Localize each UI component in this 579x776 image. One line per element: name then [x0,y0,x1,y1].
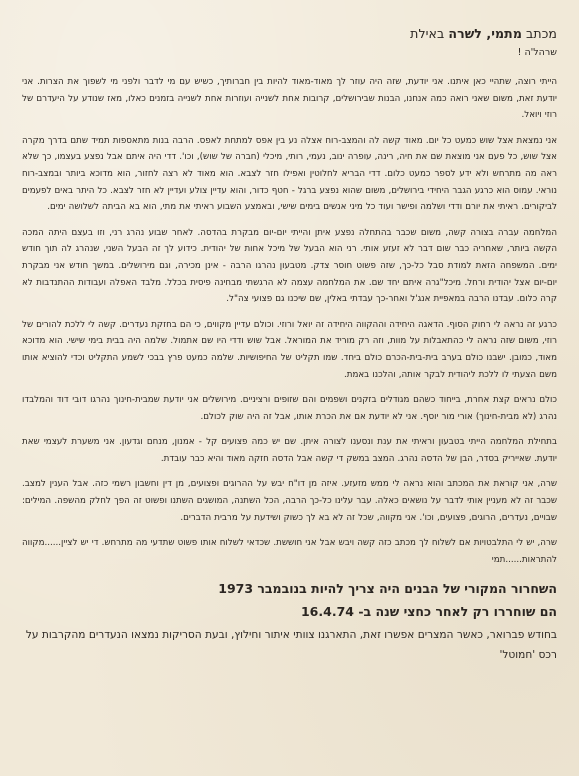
footer-text: בחודש פברואר, כאשר המצרים אפשרו זאת, התארגנו צוותי איתור וחילוץ, ובעת הסריקות נמצאו הנעדרים מהקרבות על רכס 'חמוטל' [25,629,557,662]
letter-paragraph-2: אני נמצאת אצל שוש כמעט כל יום. מאוד קשה לה והמצב-רוח אצלה נע בין אפס למתחת לאפס. הרבה בנות מתאספות תמיד שתם בדרך מקרה אצל שוש, כל פעם אני מוצאת שם את חיה, רינה, עופרה ינוב, נעמי, רותי, מיכלי (חברה של שוש), וכו'. דדי היה איתם אבל נפצע בעצמו, כך שלא ראה מה מתרחש ולא ידע לספר כמעט כלום. דדי הבריא לחלוטין ואפילו חזר לצבא. הוא מאוד לא רצה לחזור, הוא מדוכא ביותר ובמצב-רוח נוראי. עמוס הוא כרגע הגבר היחידי בירושלים, משום שהוא נפצע ברגל - חטף כדור, והוא עדיין צולע ועדיין לא חזר לצבא. כל היתר באים לפעמים לביקורים. ראיתי את יורם ודדי ושלמה ופישר ועוד כל מיני אנשים בימים שישי, ובאמצע השבוע ראיתי את מתי, הוא בא הביתה לשלושה ימים. [22,135,557,213]
letter-paragraph-3: המלחמה עברה בצורה קשה, משום שכבר בהתחלה נפצע איתן והייתי יום-יום מבקרת בהדסה. לאחר שבוע נהרג רני, וזו בעצם היתה המכה הקשה ביותר, שאחריה כבר שום דבר לא זעזע אותי. רני הוא הבעל של מיכל אחות של יהודית. כידוע לך זה הבעל השני, שנהרג לה תוך חודש ימים. המשפחה הזאת למודת סבל כל-כך, שזה פשוט חוסר צדק. מטבעון נהרגו הרבה - אינן מכירה, וגם מירושלים. במשך חודש אני מבקרת יום-יום אצל יהודית ורחל. מיכל"גרה איתם יחד שם. את המלחמה עצמה לא הרגשתי מבחינה פיסית בכלל. מלבד האפלה ועבודות ההתנדבות לא קרה כלום. עבדנו הרבה במאפיית אנג'ל ואחר-כך עבדתי באלין, שם שיכנו גם פצועי צה"ל. [22,227,557,305]
letter-body [22,26,557,568]
letter-paragraph-7: שרה, אני קוראת את המכתב והוא נראה לי ממש מזעזע. איזה מן דו"ח יבש על ההרוגים ופצועים, מן דין וחשבון רשמי כזה. אבל הענין למצב. שכבר זה לא מעניין אותי לדבר על נושאים כאלה. עבר עלינו כל-כך הרבה, הכל השתנה, המושגים השתנו ופשוט זה הפך לחלק מהשפה. המילים: שבויים, נעדרים, הרוגים, פצועים, וכו'. אני מקווה, שכל זה לא בא לך כשוק ושידעת על מרבית הדברים. [22,479,557,523]
letter-title [22,26,557,41]
letter-paragraph-4: כרגע זה נראה לי רחוק הסוף. הדאגה היחידה וההקווה היחידה זה יואל ורוזי. וכולם עדיין מקווים, כי הם בחזקת נעדרים. קשה לי ללכת להורים של רוזי, משום שזה נראה לי כהתאבלות על מוות, וזה רק מוריד את המוראל. אבל שוש ודדי היו שם אתמול. שלמה היה בבית בימי שישי. הוא מדוכא מאוד, כמובן. ישבנו כולם בערב בית-בית-הכרם כולם ביחד. שמו תקליט של החיפושיות. שלמה כמעט פרץ בבכי לשמע התקליט וכדי להוציא אותו משם הצעתי לו ללכת ליהודית לבקר אותה, והלכנו באמת. [22,319,557,380]
letter-paragraph-8: שרה, יש לי התלבטויות אם לשלוח לך מכתב כזה קשה ויבש אבל אני חוששת. שכדאי לשלוח אותו פשוט שתדעי מה מתרחש. די יש לציין......מקווה להתראות......תמי [22,538,557,565]
letter-paragraph-1: הייתי רוצה, שתהיי כאן איתנו. אני יודעת, שזה היה עוזר לך מאוד-מאוד להיות בין חברותיך, כשיש עם מי לדבר ולפני מי לשפוך את הצרות. אני יודעת זאת, משום שאני רואה כמה אנחנו, הבנות שבירושלים, קרובות אחת לשנייה ועוזרות אחת לשנייה בזמנים כאלו, מאז שנודע על היעדרם של רוזי ויואל. [22,77,557,121]
title-suffix: באילת [410,26,449,41]
letter-greeting: שרהל'ה ! [517,47,557,58]
letter-paragraph-5: כולם נראים קצת אחרת, בייחוד כשהם מגודלים בזקנים ושפמים והם שזופים ורציניים. מירושלים אני יודעת שמבית-חינוך נהרגו דובי דוד והמלבדו נהרג (לא מבית-חינוך) אורי מור יוסף. אני לא יודעת אם את הכרת אותו, אבל זה היה שוק לכולם. [22,395,557,422]
title-bold: מתמי, לשרה [448,26,522,41]
footer-line-2: הם שוחררו רק לאחר כחצי שנה ב- 16.4.74 [300,604,557,620]
title-prefix: מכתב [521,26,557,41]
footer-line-1: השחרור המקורי של הבנים היה צריך להיות בנובמבר 1973 [218,581,557,597]
footer-note [22,577,557,665]
letter-paragraph-6: בתחילת המלחמה הייתי בטבעון וראיתי את ענת ונסענו לצורה איתן. שם יש כמה פצועים קל - אמנון, מנחם וגדעון. אני משערת לעצמי שאת יודעת. שאייריק בסדר, הבן של הדסה נהרג. המצב במשק די קשה אבל הדסה חזקה מאוד והיא כבר עובדת. [22,437,557,464]
